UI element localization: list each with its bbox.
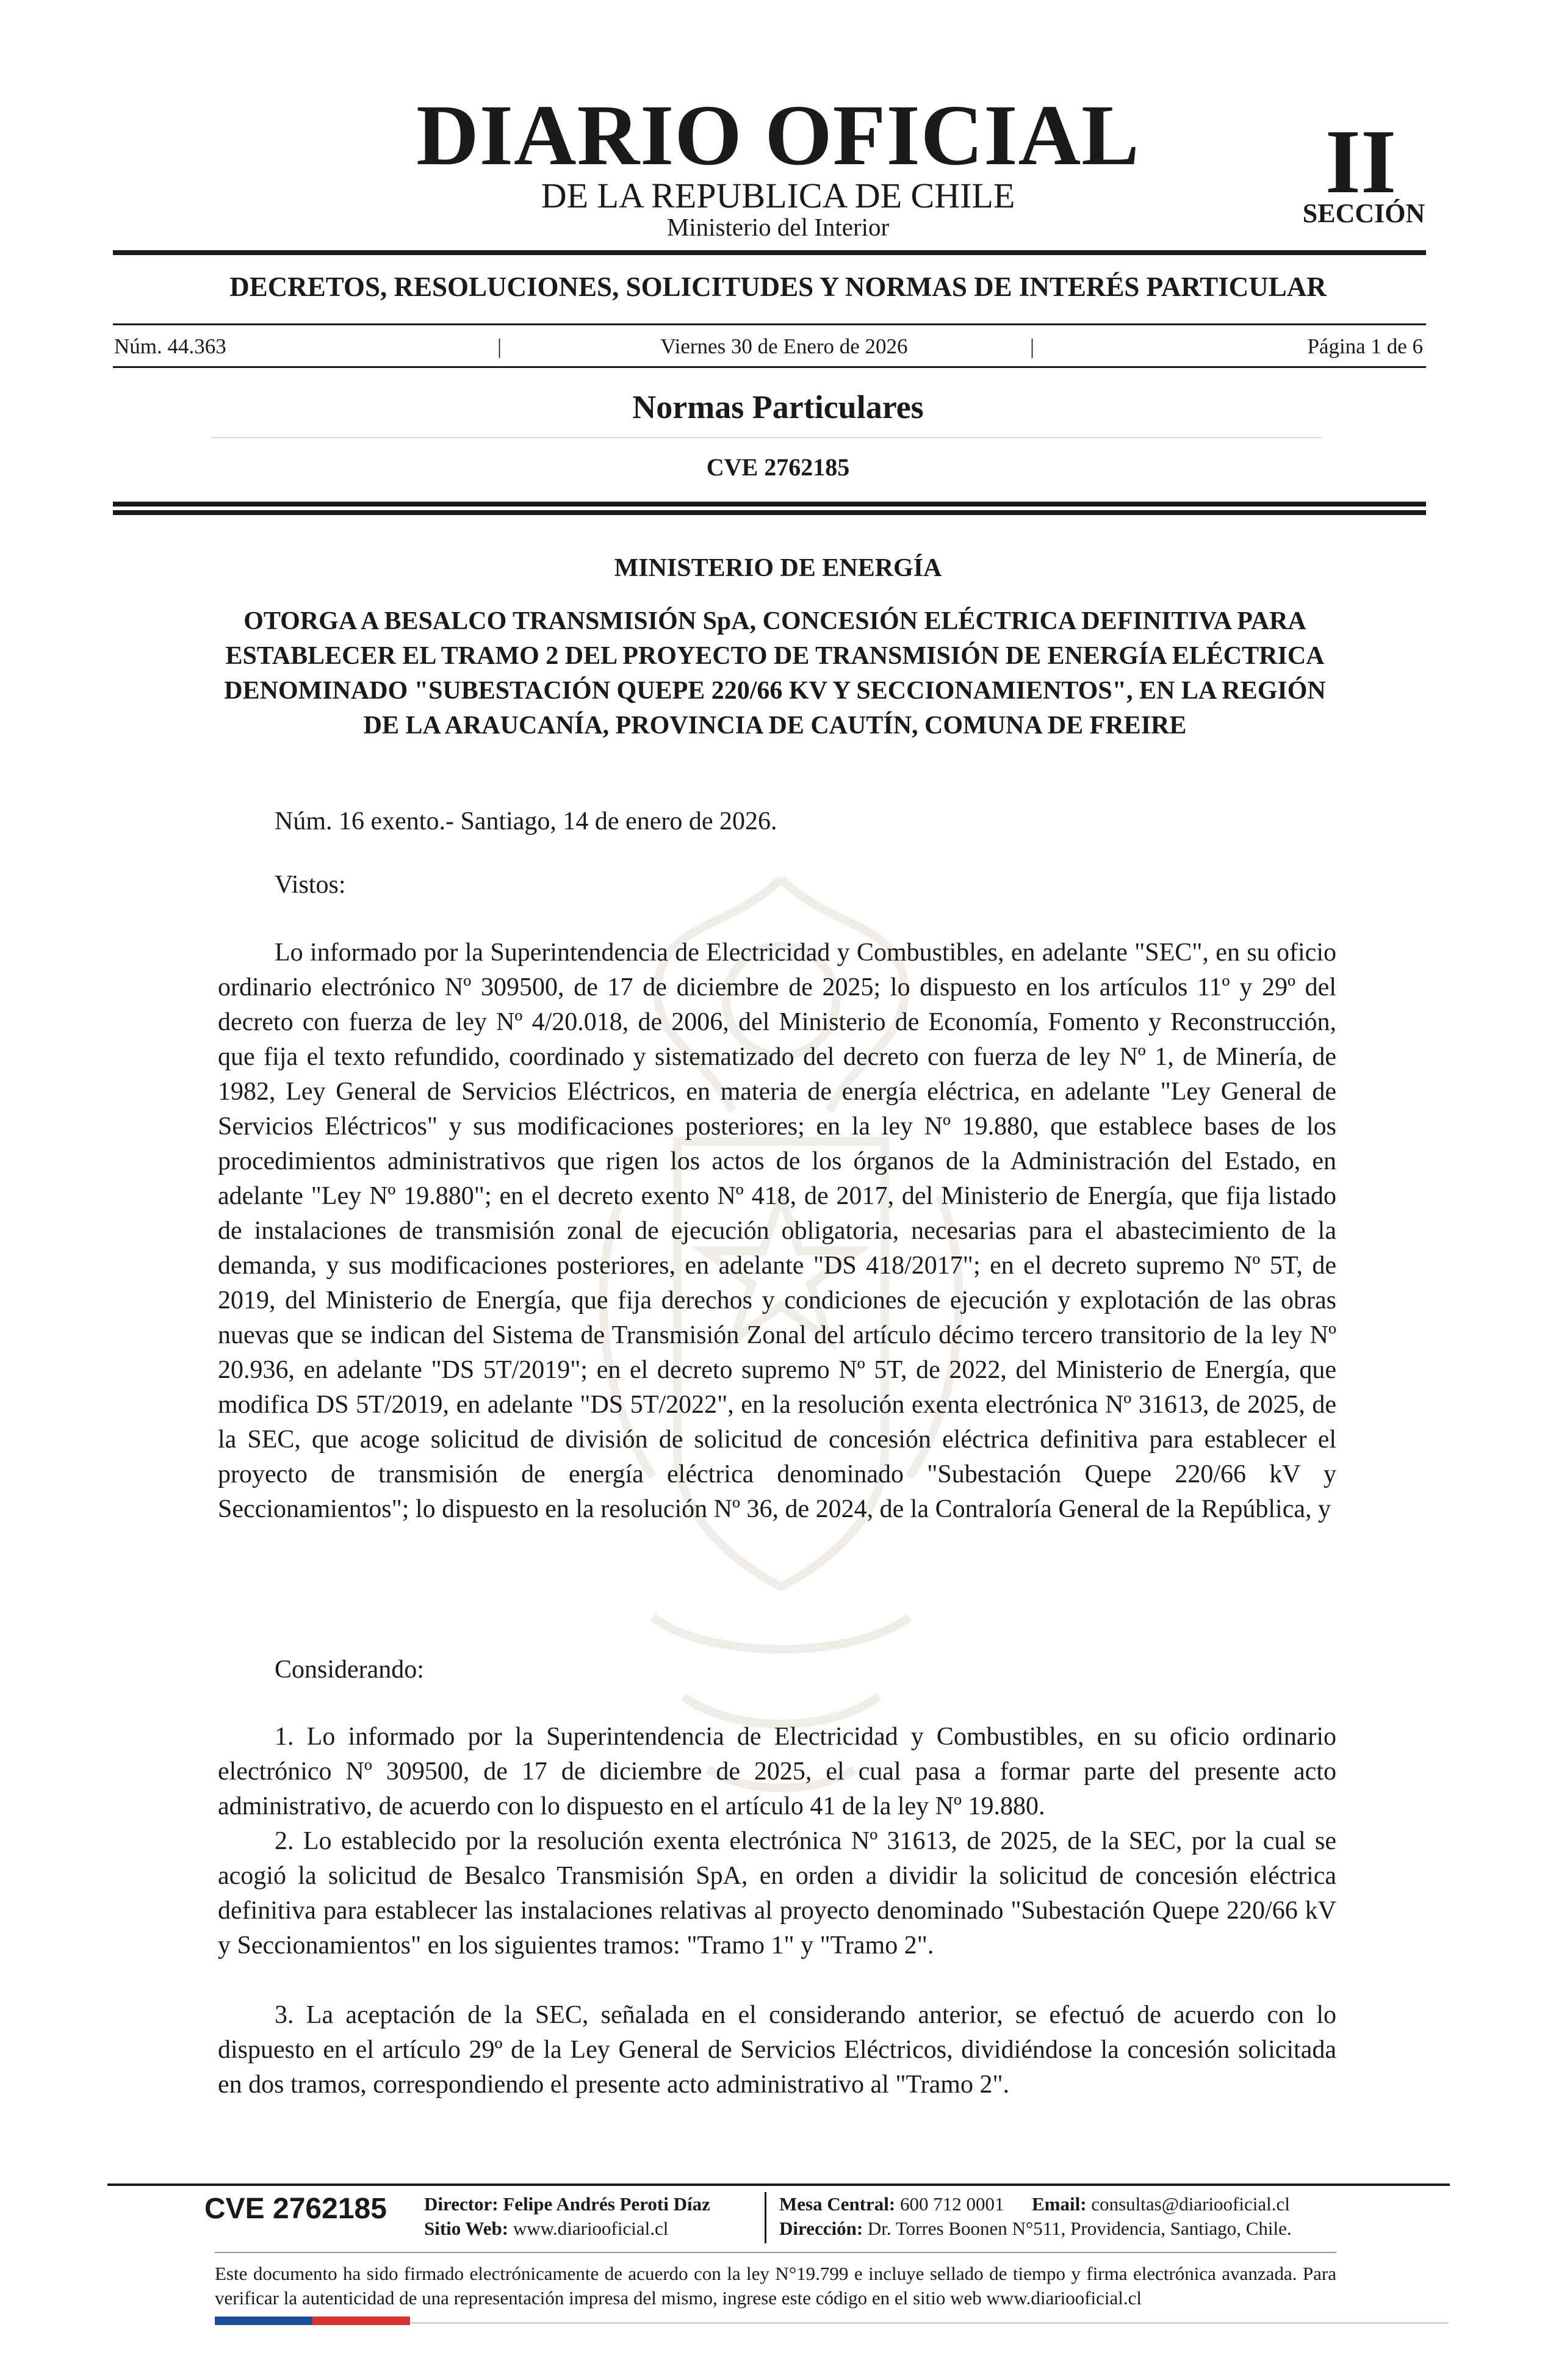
footer-address xyxy=(779,2216,1292,2241)
issue-bar xyxy=(113,334,1426,359)
issue-date: Viernes 30 de Enero de 2026 xyxy=(660,334,908,358)
footer-note: Este documento ha sido firmado electrónicamente de acuerdo con la ley N°19.799 e incluye sellado de tiempo y firma electrónica avanzada. Para verificar la autenticidad de una representación impresa del mismo, ingrese este código en el sitio web www.diariooficial.cl xyxy=(215,2263,1336,2309)
considerando-item: 3. La aceptación de la SEC, señalada en el considerando anterior, se efectuó de acuerdo con lo dispuesto en el artículo 29º de la Ley General de Servicios Eléctricos, dividiéndose la concesión solicitada en dos tramos, correspondiendo el presente acto administrativo al "Tramo 2". xyxy=(218,2001,1336,2099)
cve-code: CVE 2762185 xyxy=(706,453,850,481)
issue-separator: | xyxy=(1030,334,1035,358)
considerando-item: 2. Lo establecido por la resolución exenta electrónica Nº 31613, de 2025, de la SEC, por la cual se acogió la solicitud de Besalco Transmisión SpA, en orden a dividir la solicitud de concesión eléctrica definitiva para establecer las instalaciones relativas al proyecto denominado "Subestación Quepe 220/66 kV y Seccionamientos" en los siguientes tramos: "Tramo 1" y "Tramo 2". xyxy=(218,1827,1336,1960)
footer-cve: CVE 2762185 xyxy=(204,2193,387,2225)
ministry-heading: MINISTERIO DE ENERGÍA xyxy=(614,554,942,582)
footer-director xyxy=(424,2192,710,2216)
norms-divider xyxy=(211,437,1321,438)
flag-stripe-line xyxy=(410,2322,1449,2324)
address-value: Dr. Torres Boonen N°511, Providencia, Santiago, Chile. xyxy=(867,2218,1292,2239)
website-label: Sitio Web: xyxy=(424,2218,509,2239)
page-indicator: Página 1 de 6 xyxy=(1307,334,1423,358)
vistos-text: Lo informado por la Superintendencia de Electricidad y Combustibles, en adelante "SEC", en su oficio ordinario electrónico Nº 309500, de 17 de diciembre de 2025; lo dispuesto en los artículos 11º y 29º del decreto con fuerza de ley Nº 4/20.018, de 2006, del Ministerio de Economía, Fomento y Reconstrucción, que fija el texto refundido, coordinado y sistematizado del decreto con fuerza de ley Nº 1, de Minería, de 1982, Ley General de Servicios Eléctricos, en materia de energía eléctrica, en adelante "Ley General de Servicios Eléctricos" y sus modificaciones posteriores; en la ley Nº 19.880, que establece bases de los procedimientos administrativos que rigen los actos de los órganos de la Administración del Estado, en adelante "Ley Nº 19.880"; en el decreto exento Nº 418, de 2017, del Ministerio de Energía, que fija listado de instalaciones de transmisión zonal de ejecución obligatoria, necesarias para el abastecimiento de la demanda, y sus modificaciones posteriores, en adelante "DS 418/2017"; en el decreto supremo Nº 5T, de 2019, del Ministerio de Energía, que fija derechos y condiciones de ejecución y explotación de las obras nuevas que se indican del Sistema de Transmisión Zonal del artículo décimo tercero transitorio de la ley Nº 20.936, en adelante "DS 5T/2019"; en el decreto supremo Nº 5T, de 2022, del Ministerio de Energía, que modifica DS 5T/2019, en adelante "DS 5T/2022", en la resolución exenta electrónica Nº 31613, de 2025, de la SEC, que acoge solicitud de división de solicitud de concesión eléctrica definitiva para establecer el proyecto de transmisión de energía eléctrica denominado "Subestación Quepe 220/66 kV y Seccionamientos"; lo dispuesto en la resolución Nº 36, de 2024, de la Contraloría General de la República, y xyxy=(218,939,1336,1523)
decree-number: Núm. 16 exento.- Santiago, 14 de enero de 2026. xyxy=(275,807,777,835)
header-rule-1 xyxy=(113,502,1426,507)
footer-contact xyxy=(779,2192,1290,2216)
phone-label: Mesa Central: xyxy=(779,2193,896,2215)
phone-value: 600 712 0001 xyxy=(900,2193,1004,2215)
considerando-item: 1. Lo informado por la Superintendencia de Electricidad y Combustibles, en su oficio ordinario electrónico Nº 309500, de 17 de diciembre de 2025, el cual pasa a formar parte del presente acto administrativo, de acuerdo con lo dispuesto en el artículo 41 de la ley Nº 19.880. xyxy=(218,1723,1336,1820)
email-label: Email: xyxy=(1032,2193,1087,2215)
address-label: Dirección: xyxy=(779,2218,863,2239)
section-heading: DECRETOS, RESOLUCIONES, SOLICITUDES Y NORMAS DE INTERÉS PARTICULAR xyxy=(229,272,1327,302)
masthead-rule xyxy=(113,250,1426,255)
issue-rule-top xyxy=(113,323,1426,325)
director-label: Director: xyxy=(424,2193,499,2215)
footer-note-rule xyxy=(215,2252,1336,2253)
decree-title: OTORGA A BESALCO TRANSMISIÓN SpA, CONCESIÓN ELÉCTRICA DEFINITIVA PARA ESTABLECER EL TRAMO 2 DEL PROYECTO DE TRANSMISIÓN DE ENERGÍA ELÉCTRICA DENOMINADO "SUBESTACIÓN QUEPE 220/66 KV Y SECCIONAMIENTOS", EN LA REGIÓN DE LA ARAUCANÍA, PROVINCIA DE CAUTÍN, COMUNA DE FREIRE xyxy=(224,607,1326,740)
issue-separator: | xyxy=(497,334,502,358)
section-number: II xyxy=(1325,111,1397,212)
norms-title: Normas Particulares xyxy=(632,389,924,425)
masthead-title: DIARIO OFICIAL xyxy=(416,87,1140,183)
header-rule-2 xyxy=(113,510,1426,515)
footer-rule xyxy=(107,2183,1450,2186)
footer-website xyxy=(424,2216,668,2241)
director-name: Felipe Andrés Peroti Díaz xyxy=(503,2193,710,2215)
email-link[interactable]: consultas@diariooficial.cl xyxy=(1091,2193,1290,2215)
website-link[interactable]: www.diariooficial.cl xyxy=(513,2218,669,2239)
footer-separator xyxy=(765,2192,766,2243)
issue-rule-bottom xyxy=(113,366,1426,368)
masthead-ministry: Ministerio del Interior xyxy=(666,213,890,241)
section-label: SECCIÓN xyxy=(1302,198,1425,228)
issue-number: Núm. 44.363 xyxy=(114,334,226,358)
vistos-label: Vistos: xyxy=(275,871,346,899)
flag-stripe-blue xyxy=(215,2317,312,2325)
masthead-subtitle: DE LA REPUBLICA DE CHILE xyxy=(541,176,1015,215)
flag-stripe-red xyxy=(312,2317,410,2325)
considerando-label: Considerando: xyxy=(275,1656,424,1684)
